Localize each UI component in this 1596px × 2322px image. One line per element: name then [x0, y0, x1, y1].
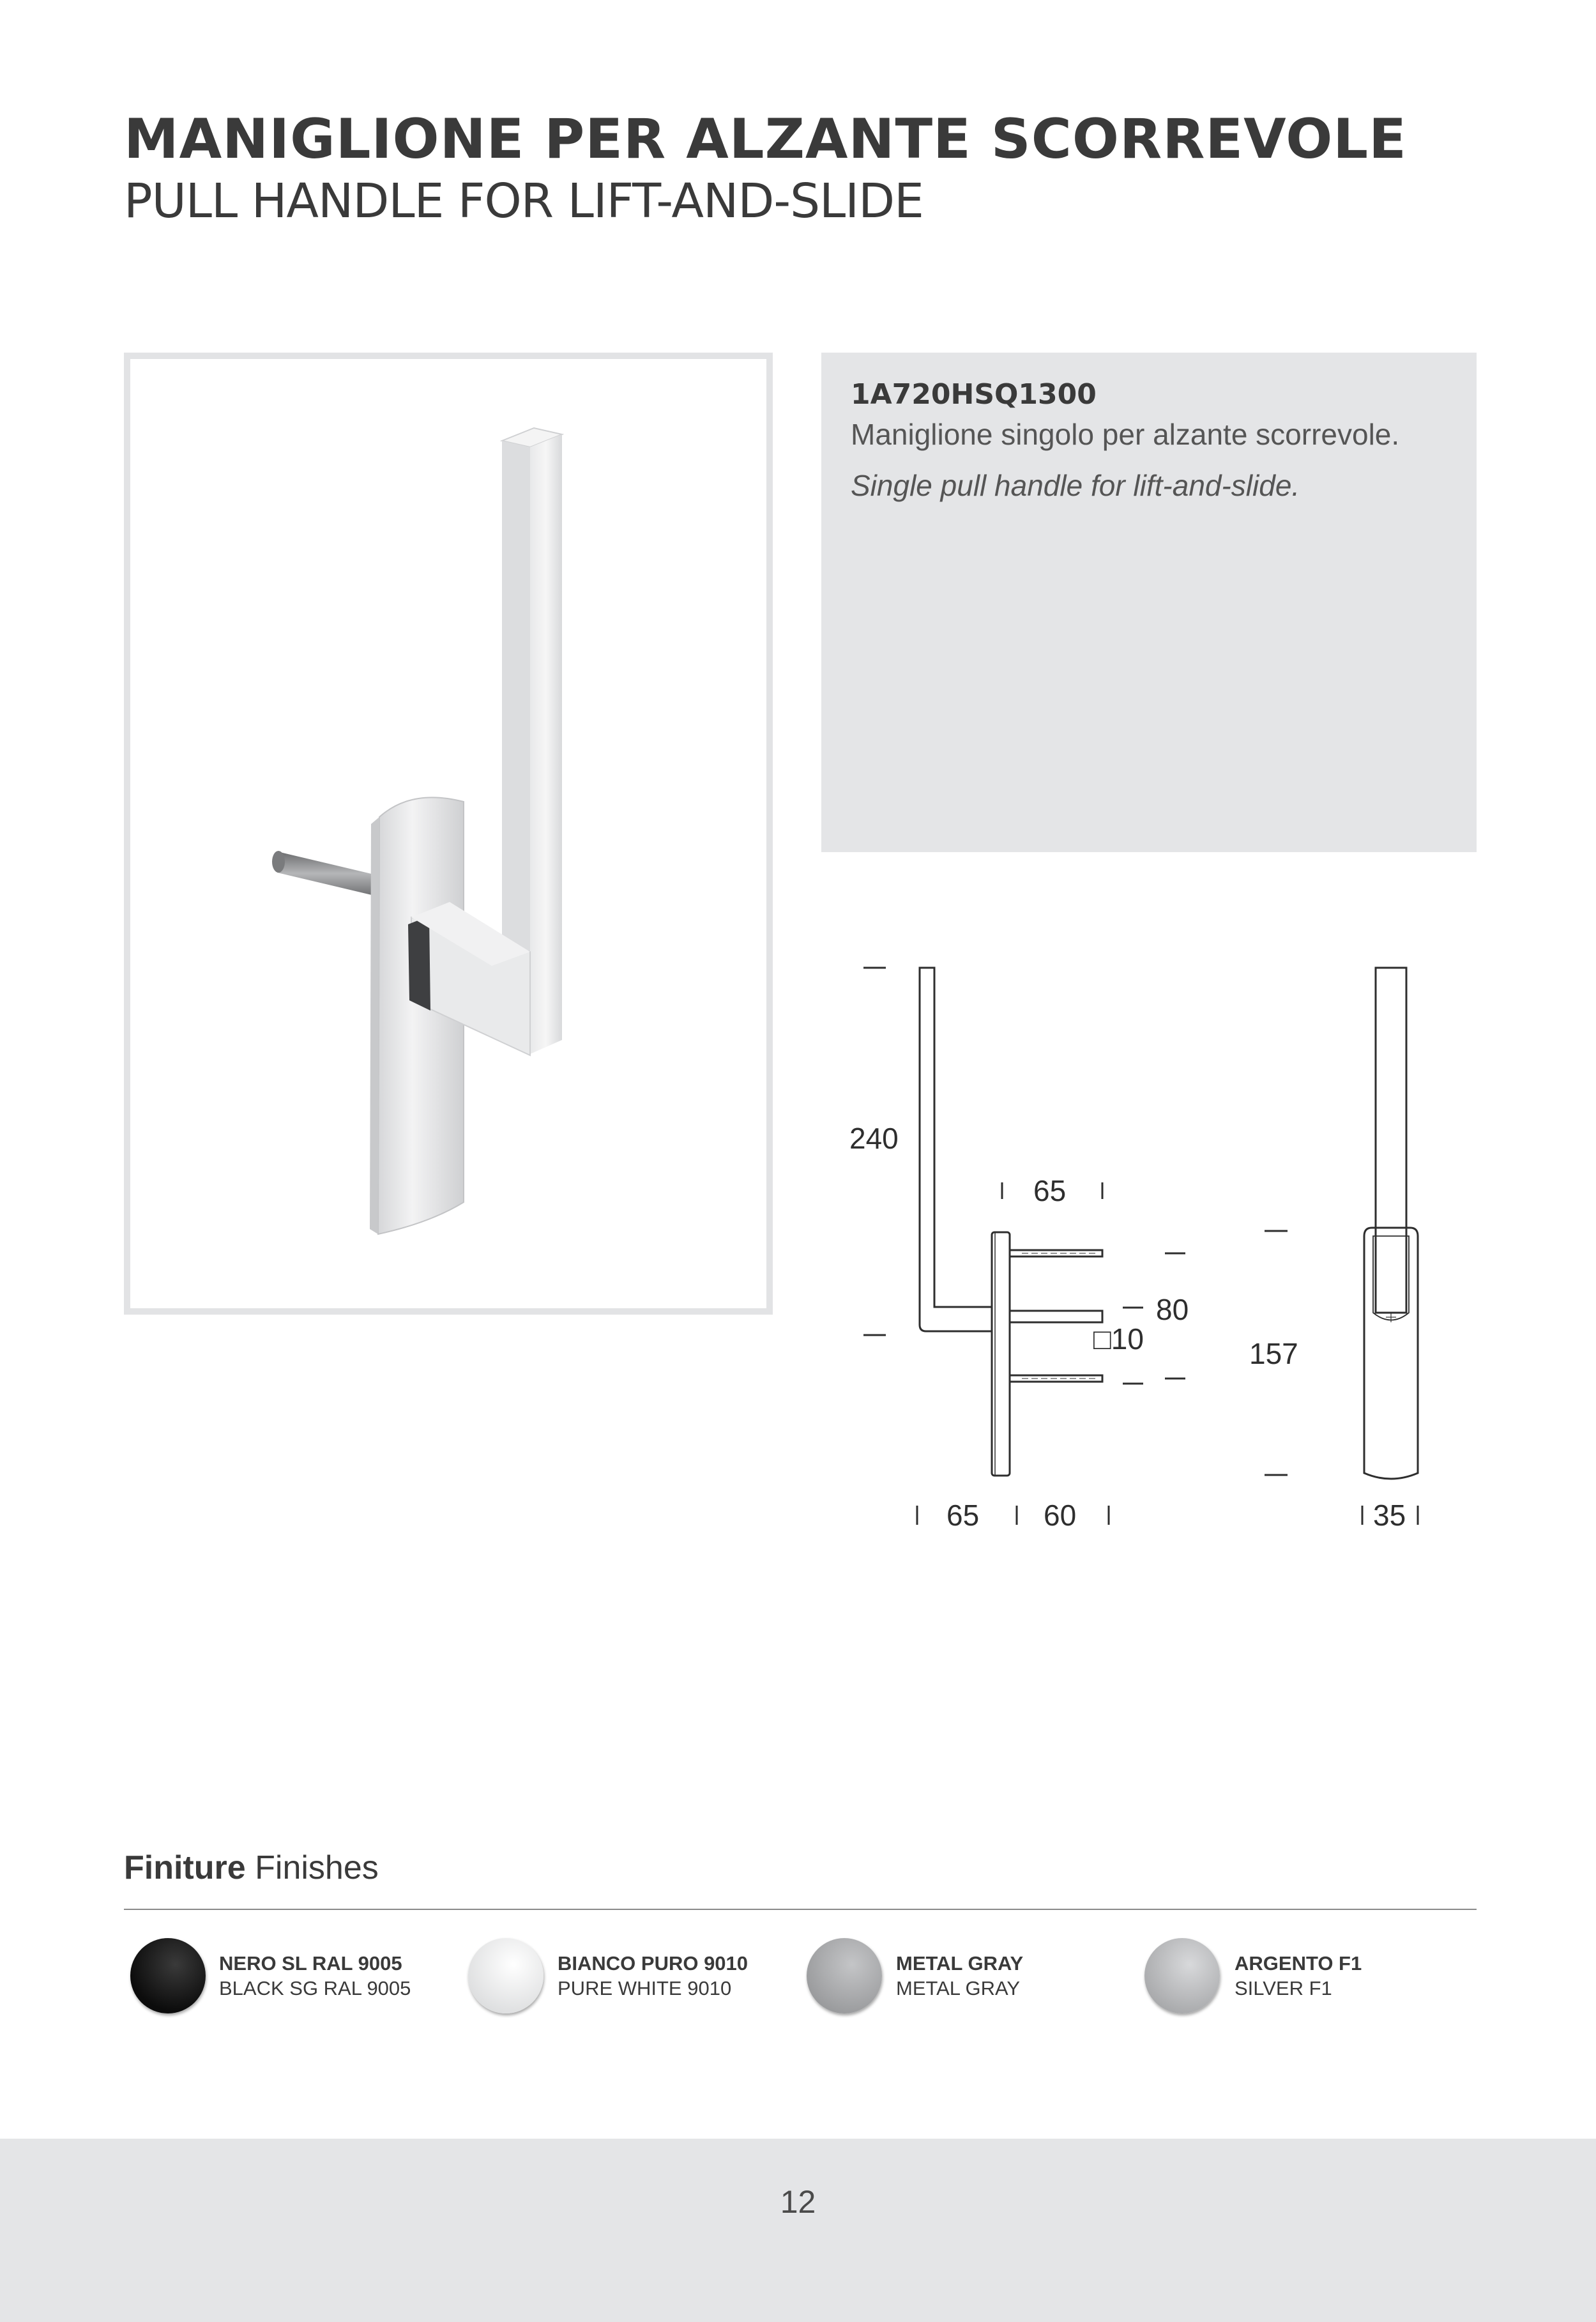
description-en: Single pull handle for lift-and-slide. — [851, 469, 1300, 502]
side-view-plate — [992, 1232, 1010, 1476]
finish-label-metal-gray: METAL GRAY METAL GRAY — [896, 1952, 1024, 1999]
finish-label-silver: ARGENTO F1 SILVER F1 — [1235, 1952, 1362, 1999]
dim-spindle: □10 — [1093, 1322, 1144, 1356]
dim-grip-depth: 65 — [1033, 1174, 1067, 1207]
dim-base-left: 65 — [946, 1499, 980, 1532]
spindle — [277, 852, 374, 896]
finish-label-white: BIANCO PURO 9010 PURE WHITE 9010 — [558, 1952, 749, 1999]
product-photo — [130, 359, 766, 1308]
page-subtitle: PULL HANDLE FOR LIFT-AND-SLIDE — [124, 174, 923, 229]
dim-screw-spacing: 80 — [1156, 1293, 1189, 1326]
dim-width: 35 — [1373, 1499, 1406, 1532]
front-view-plate — [1364, 1228, 1418, 1479]
page-title: MANIGLIONE PER ALZANTE SCORREVOLE — [124, 107, 1407, 171]
finish-swatch-black — [130, 1938, 206, 2013]
collar — [408, 916, 430, 1011]
product-code: 1A720HSQ1300 — [851, 378, 1097, 411]
page-number: 12 — [780, 2184, 816, 2220]
front-view-bar — [1376, 968, 1406, 1313]
finish-swatch-metal-gray — [807, 1938, 882, 2013]
page-footer — [0, 2139, 1596, 2322]
finishes-divider — [124, 1909, 1477, 1910]
finish-swatch-silver — [1144, 1938, 1220, 2013]
side-view-handle — [920, 968, 992, 1331]
finishes-title: Finiture Finishes — [124, 1849, 379, 1886]
technical-drawing — [830, 945, 1494, 1546]
description-it: Maniglione singolo per alzante scorrevole. — [851, 418, 1400, 451]
product-photo-frame — [124, 353, 773, 1315]
dim-plate-height: 157 — [1249, 1337, 1298, 1370]
dim-base-right: 60 — [1044, 1499, 1077, 1532]
finish-swatch-white — [468, 1938, 543, 2013]
product-info-box — [821, 353, 1477, 852]
finish-label-black: NERO SL RAL 9005 BLACK SG RAL 9005 — [219, 1952, 411, 1999]
dim-height: 240 — [849, 1122, 899, 1155]
